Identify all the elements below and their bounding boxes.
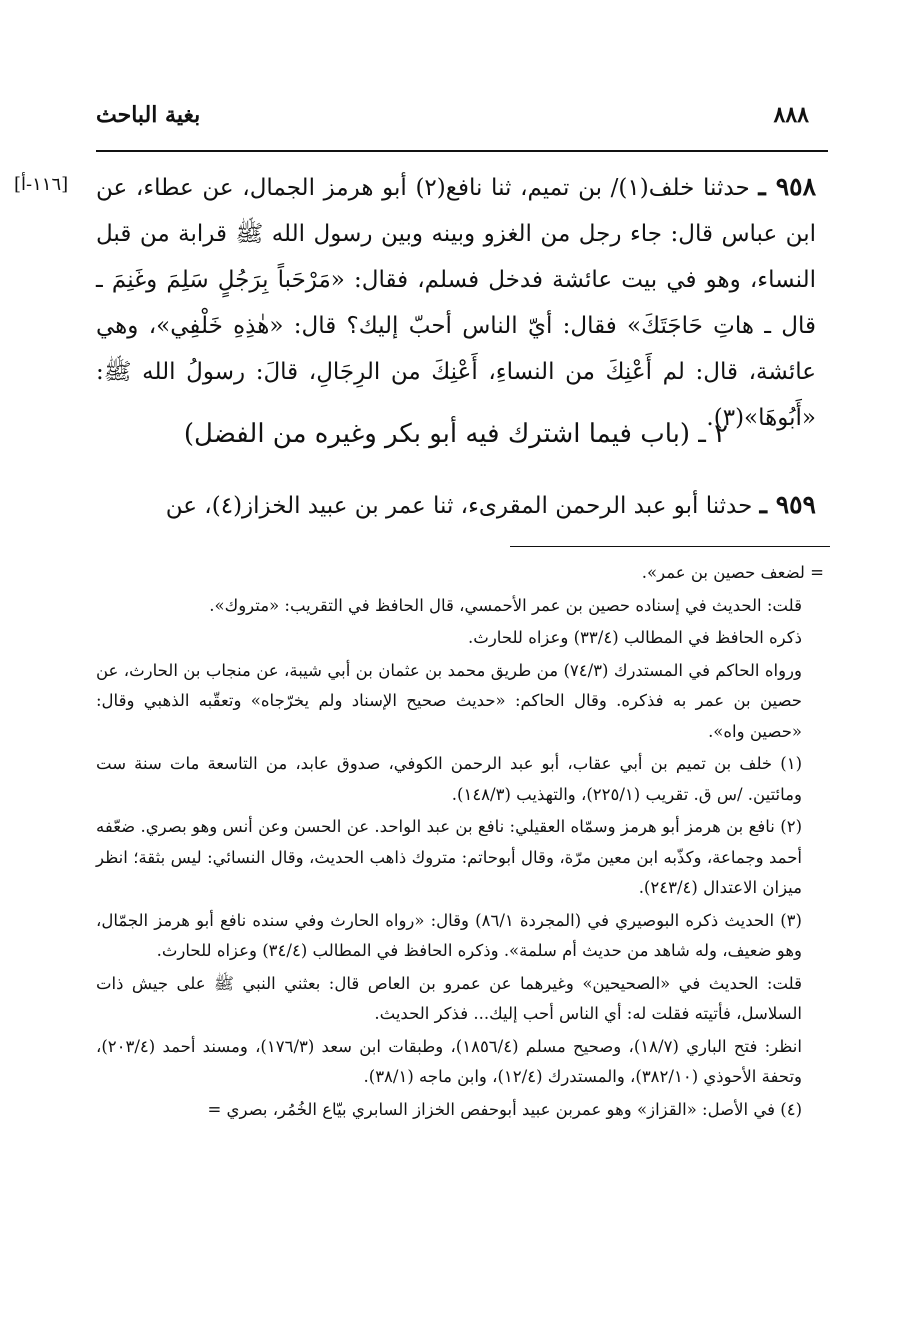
- hadith-958-paragraph: [96, 164, 816, 441]
- hadith-958-number: ٩٥٨ ـ: [758, 172, 817, 201]
- running-header-title: بغية الباحث: [96, 102, 201, 128]
- header-divider: [96, 150, 828, 152]
- manuscript-margin-reference: [١١٦-أ]: [14, 174, 69, 195]
- footnote-4: (٤) في الأصل: «القزاز» وهو عمربن عبيد أبوحفص الخزاز السابري بيّاع الخُمُر، بصري =: [207, 1099, 802, 1119]
- hadith-959-text: حدثنا أبو عبد الرحمن المقرىء، ثنا عمر بن عبيد الخزاز(٤)، عن: [165, 493, 753, 519]
- hadith-959-paragraph: [96, 482, 816, 529]
- footnotes-section: [96, 558, 824, 1127]
- footnote-divider: [510, 546, 830, 547]
- hadith-959-number: ٩٥٩ ـ: [759, 490, 816, 519]
- footnote-line: قلت: الحديث في إسناده حصين بن عمر الأحمسي، قال الحافظ في التقريب: «متروك».: [209, 595, 802, 615]
- footnote-line: انظر: فتح الباري (١٨/٧)، وصحيح مسلم (١٨٥٦/٤)، وطبقات ابن سعد (١٧٦/٣)، ومسند أحمد (٢٠٣/٤)، وتحفة الأحوذي (٣٨٢/١٠)، والمستدرك (١٢/٤)، وابن ماجه (٣٨/١).: [96, 1036, 802, 1086]
- footnote-line: = لضعف حصين بن عمر».: [641, 563, 824, 582]
- footnote-line: ذكره الحافظ في المطالب (٣٣/٤) وعزاه للحارث.: [468, 628, 802, 647]
- footnote-2: (٢) نافع بن هرمز أبو هرمز وسمّاه العقيلي: نافع بن عبد الواحد. عن الحسن وعن أنس وهو بصري. ضعّفه أحمد وجماعة، وكذّبه ابن معين مرّة، وقال أبوحاتم: متروك ذاهب الحديث، وقال النسائي: ليس بثقة؛ انظر ميزان الاعتدال (٢٤٣/٤).: [96, 817, 802, 897]
- footnote-3: (٣) الحديث ذكره البوصيري في (المجردة ٨٦/١) وقال: «رواه الحارث وفي سنده نافع أبو هرمز الجمّال، وهو ضعيف، وله شاهد من حديث أم سلمة». وذكره الحافظ في المطالب (٣٤/٤) وعزاه للحارث.: [96, 910, 802, 960]
- footnote-1: (١) خلف بن تميم بن أبي عقاب، أبو عبد الرحمن الكوفي، صدوق عابد، من التاسعة مات سنة ست ومائتين. /س ق. تقريب (٢٢٥/١)، والتهذيب (١٤٨/٣).: [96, 754, 802, 804]
- footnote-line: قلت: الحديث في «الصحيحين» وغيرهما عن عمرو بن العاص قال: بعثني النبي ﷺ على جيش ذات السلاسل، فأتيته فقلت له: أي الناس أحب إليك... فذكر الحديث.: [96, 973, 802, 1023]
- footnote-line: ورواه الحاكم في المستدرك (٧٤/٣) من طريق محمد بن عثمان بن أبي شيبة، عن منجاب بن الحارث، عن حصين بن عمر به فذكره. وقال الحاكم: «حديث صحيح الإسناد ولم يخرّجاه» وتعقّبه الذهبي وقال: «حصين واه».: [96, 660, 802, 741]
- hadith-958-text: حدثنا خلف(١)/ بن تميم، ثنا نافع(٢) أبو هرمز الجمال، عن عطاء، عن ابن عباس قال: جاء رجل من الغزو وبينه وبين رسول الله ﷺ قرابة من قبل النساء، وهو في بيت عائشة فدخل فسلم، فقال: «مَرْحَباً بِرَجُلٍ سَلِمَ وغَنِمَ ـ قال ـ هاتِ حَاجَتَكَ» فقال: أيّ الناس أحبّ إليك؟ قال: «هٰذِهِ خَلْفِي»، وهي عائشة، قال: لم أَعْنِكَ من النساءِ، أَعْنِكَ من الرِجَالِ، قالَ: رسولُ الله ﷺ: «أَبُوهَا»(٣).: [96, 175, 816, 431]
- chapter-heading: ٢ ـ (باب فيما اشترك فيه أبو بكر وغيره من الفضل): [183, 419, 729, 449]
- page-number: ٨٨٨: [773, 102, 809, 128]
